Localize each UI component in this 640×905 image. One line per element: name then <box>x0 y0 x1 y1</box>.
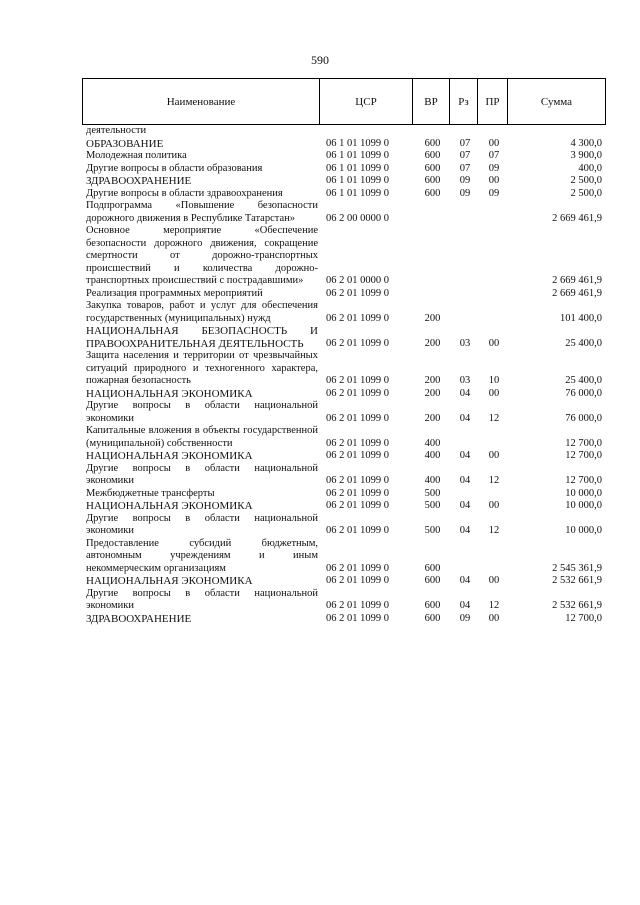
cell-rz: 07 <box>459 162 471 174</box>
cell-csr: 06 2 01 1099 0 <box>326 387 389 399</box>
cell-name: Молодежная политика <box>86 150 187 161</box>
cell-rz: 09 <box>459 175 471 186</box>
cell-rz: 04 <box>459 575 471 586</box>
cell-vr: 400 <box>424 475 441 486</box>
cell-vr: 600 <box>424 137 441 149</box>
cell-sum: 10 000,0 <box>565 500 602 511</box>
cell-rz: 03 <box>459 375 471 386</box>
cell-rz: 04 <box>459 525 471 536</box>
table-row <box>82 425 606 450</box>
cell-csr: 06 2 01 1099 0 <box>326 312 389 324</box>
cell-pr: 00 <box>488 450 500 461</box>
cell-name: Другие вопросы в области образования <box>86 162 263 174</box>
cell-csr: 06 2 01 0000 0 <box>326 275 389 286</box>
cell-pr: 00 <box>488 575 500 586</box>
cell-rz: 03 <box>459 337 471 349</box>
cell-sum: 2 545 361,9 <box>552 562 602 574</box>
table-row <box>82 200 606 225</box>
cell-vr: 200 <box>424 387 441 399</box>
cell-sum: 2 500,0 <box>570 175 602 186</box>
cell-vr: 500 <box>424 525 441 536</box>
cell-csr: 06 1 01 1099 0 <box>326 137 389 149</box>
cell-name: Закупка товаров, работ и услуг для обеспечения государственных (муниципальных) нужд <box>86 300 318 324</box>
cell-rz: 07 <box>459 137 471 149</box>
cell-pr: 00 <box>488 337 500 349</box>
cell-sum: 400,0 <box>578 162 602 174</box>
table-header <box>82 78 606 125</box>
table-row <box>82 450 606 463</box>
cell-name: Основное мероприятие «Обеспечение безопасности дорожного движения, сокращение смертности от дорожно-транспортных происшествий и количества дорожно-транспортных происшествий с пострадавшими» <box>86 225 318 286</box>
cell-csr: 06 2 01 1099 0 <box>326 562 389 574</box>
table-row <box>82 488 606 501</box>
table-row <box>82 163 606 176</box>
cell-csr: 06 2 00 0000 0 <box>326 212 389 224</box>
table-row <box>82 588 606 613</box>
cell-pr: 00 <box>488 500 500 511</box>
table-row <box>82 500 606 513</box>
cell-pr: 10 <box>488 375 500 386</box>
cell-name: НАЦИОНАЛЬНАЯ ЭКОНОМИКА <box>86 450 253 462</box>
table-row <box>82 613 606 626</box>
table-row <box>82 138 606 151</box>
cell-pr: 12 <box>488 475 500 486</box>
cell-name: НАЦИОНАЛЬНАЯ ЭКОНОМИКА <box>86 500 253 512</box>
cell-rz: 04 <box>459 500 471 511</box>
cell-vr: 500 <box>424 487 441 499</box>
cell-rz: 04 <box>459 387 471 399</box>
cell-pr: 09 <box>488 187 500 199</box>
table-row <box>82 175 606 188</box>
cell-sum: 12 700,0 <box>565 475 602 486</box>
header-name: Наименование <box>83 79 320 124</box>
cell-name: деятельности <box>86 125 147 136</box>
cell-csr: 06 2 01 1099 0 <box>326 287 389 299</box>
cell-pr: 12 <box>488 600 500 611</box>
cell-sum: 12 700,0 <box>565 450 602 461</box>
cell-pr: 07 <box>488 150 500 161</box>
table-row <box>82 188 606 201</box>
cell-sum: 2 532 661,9 <box>552 600 602 611</box>
cell-csr: 06 1 01 1099 0 <box>326 175 389 186</box>
cell-name: Другие вопросы в области национальной экономики <box>86 512 318 536</box>
cell-name: Другие вопросы в области национальной экономики <box>86 462 318 486</box>
page-number: 590 <box>311 53 329 67</box>
cell-pr: 09 <box>488 162 500 174</box>
table-row <box>82 325 606 350</box>
cell-pr: 12 <box>488 525 500 536</box>
table-body <box>82 125 606 625</box>
cell-pr: 00 <box>488 175 500 186</box>
cell-sum: 101 400,0 <box>560 312 602 324</box>
cell-name: Капитальные вложения в объекты государственной (муниципальной) собственности <box>86 425 318 449</box>
cell-csr: 06 2 01 1099 0 <box>326 612 389 624</box>
cell-name: Подпрограмма «Повышение безопасности дорожного движения в Республике Татарстан» <box>86 200 318 224</box>
cell-name: ОБРАЗОВАНИЕ <box>86 137 164 150</box>
header-pr: ПР <box>478 79 508 124</box>
cell-sum: 76 000,0 <box>565 387 602 399</box>
cell-name: Предоставление субсидий бюджетным, автономным учреждениям и иным некоммерческим организациям <box>86 537 318 574</box>
cell-csr: 06 2 01 1099 0 <box>326 600 389 611</box>
cell-sum: 10 000,0 <box>565 525 602 536</box>
cell-vr: 600 <box>424 175 441 186</box>
cell-name: ЗДРАВООХРАНЕНИЕ <box>86 612 192 625</box>
cell-vr: 200 <box>424 337 441 349</box>
cell-sum: 12 700,0 <box>565 612 602 624</box>
header-vr: ВР <box>413 79 450 124</box>
cell-sum: 2 669 461,9 <box>552 275 602 286</box>
header-sum: Сумма <box>540 95 573 108</box>
cell-rz: 04 <box>459 475 471 486</box>
table-row <box>82 350 606 388</box>
cell-vr: 600 <box>424 612 441 624</box>
cell-vr: 600 <box>424 575 441 586</box>
cell-rz: 04 <box>459 412 471 424</box>
cell-sum: 2 500,0 <box>570 187 602 199</box>
cell-vr: 600 <box>424 150 441 161</box>
cell-name: Другие вопросы в области здравоохранения <box>86 187 283 199</box>
cell-pr: 12 <box>488 412 500 424</box>
cell-name: Защита населения и территории от чрезвычайных ситуаций природного и техногенного характера, пожарная безопасность <box>86 350 318 386</box>
table-row <box>82 463 606 488</box>
table-row <box>82 225 606 288</box>
cell-csr: 06 1 01 1099 0 <box>326 162 389 174</box>
header-rz: Рз <box>450 79 478 124</box>
table-row <box>82 575 606 588</box>
cell-rz: 07 <box>459 150 471 161</box>
table-row <box>82 150 606 163</box>
table-row <box>82 538 606 576</box>
cell-csr: 06 2 01 1099 0 <box>326 500 389 511</box>
table-row <box>82 400 606 425</box>
cell-sum: 10 000,0 <box>565 487 602 499</box>
cell-name: Другие вопросы в области национальной экономики <box>86 587 318 611</box>
cell-sum: 12 700,0 <box>565 437 602 449</box>
cell-name: Другие вопросы в области национальной экономики <box>86 400 318 424</box>
table-row <box>82 300 606 325</box>
table-row <box>82 513 606 538</box>
cell-vr: 400 <box>424 437 441 449</box>
cell-name: НАЦИОНАЛЬНАЯ ЭКОНОМИКА <box>86 575 253 587</box>
header-csr: ЦСР <box>320 79 413 124</box>
cell-name: ЗДРАВООХРАНЕНИЕ <box>86 175 192 187</box>
cell-vr: 500 <box>424 500 441 511</box>
cell-csr: 06 1 01 1099 0 <box>326 150 389 161</box>
cell-rz: 04 <box>459 600 471 611</box>
cell-pr: 00 <box>488 387 500 399</box>
cell-vr: 600 <box>424 600 441 611</box>
cell-csr: 06 2 01 1099 0 <box>326 437 389 449</box>
cell-pr: 00 <box>488 612 500 624</box>
table-row <box>82 125 606 138</box>
cell-csr: 06 1 01 1099 0 <box>326 187 389 199</box>
cell-name: НАЦИОНАЛЬНАЯ ЭКОНОМИКА <box>86 387 253 400</box>
cell-sum: 76 000,0 <box>565 412 602 424</box>
cell-rz: 09 <box>459 187 471 199</box>
cell-vr: 200 <box>424 412 441 424</box>
cell-pr: 00 <box>488 137 500 149</box>
cell-sum: 25 400,0 <box>565 375 602 386</box>
cell-vr: 200 <box>424 375 441 386</box>
cell-vr: 400 <box>424 450 441 461</box>
cell-vr: 600 <box>424 187 441 199</box>
table-row <box>82 388 606 401</box>
cell-name: Межбюджетные трансферты <box>86 487 215 499</box>
cell-csr: 06 2 01 1099 0 <box>326 375 389 386</box>
table-row <box>82 288 606 301</box>
cell-csr: 06 2 01 1099 0 <box>326 450 389 461</box>
cell-sum: 3 900,0 <box>570 150 602 161</box>
cell-sum: 2 669 461,9 <box>552 287 602 299</box>
cell-vr: 600 <box>424 162 441 174</box>
cell-csr: 06 2 01 1099 0 <box>326 575 389 586</box>
cell-sum: 4 300,0 <box>570 137 602 149</box>
cell-csr: 06 2 01 1099 0 <box>326 412 389 424</box>
cell-csr: 06 2 01 1099 0 <box>326 487 389 499</box>
cell-csr: 06 2 01 1099 0 <box>326 337 389 349</box>
cell-name: НАЦИОНАЛЬНАЯ БЕЗОПАСНОСТЬ И ПРАВООХРАНИТЕЛЬНАЯ ДЕЯТЕЛЬНОСТЬ <box>86 325 318 350</box>
cell-csr: 06 2 01 1099 0 <box>326 475 389 486</box>
cell-vr: 600 <box>424 562 441 574</box>
cell-rz: 04 <box>459 450 471 461</box>
cell-sum: 2 532 661,9 <box>552 575 602 586</box>
cell-sum: 2 669 461,9 <box>552 212 602 224</box>
cell-sum: 25 400,0 <box>565 337 602 349</box>
cell-csr: 06 2 01 1099 0 <box>326 525 389 536</box>
cell-vr: 200 <box>424 312 441 324</box>
cell-name: Реализация программных мероприятий <box>86 287 263 299</box>
cell-rz: 09 <box>459 612 471 624</box>
